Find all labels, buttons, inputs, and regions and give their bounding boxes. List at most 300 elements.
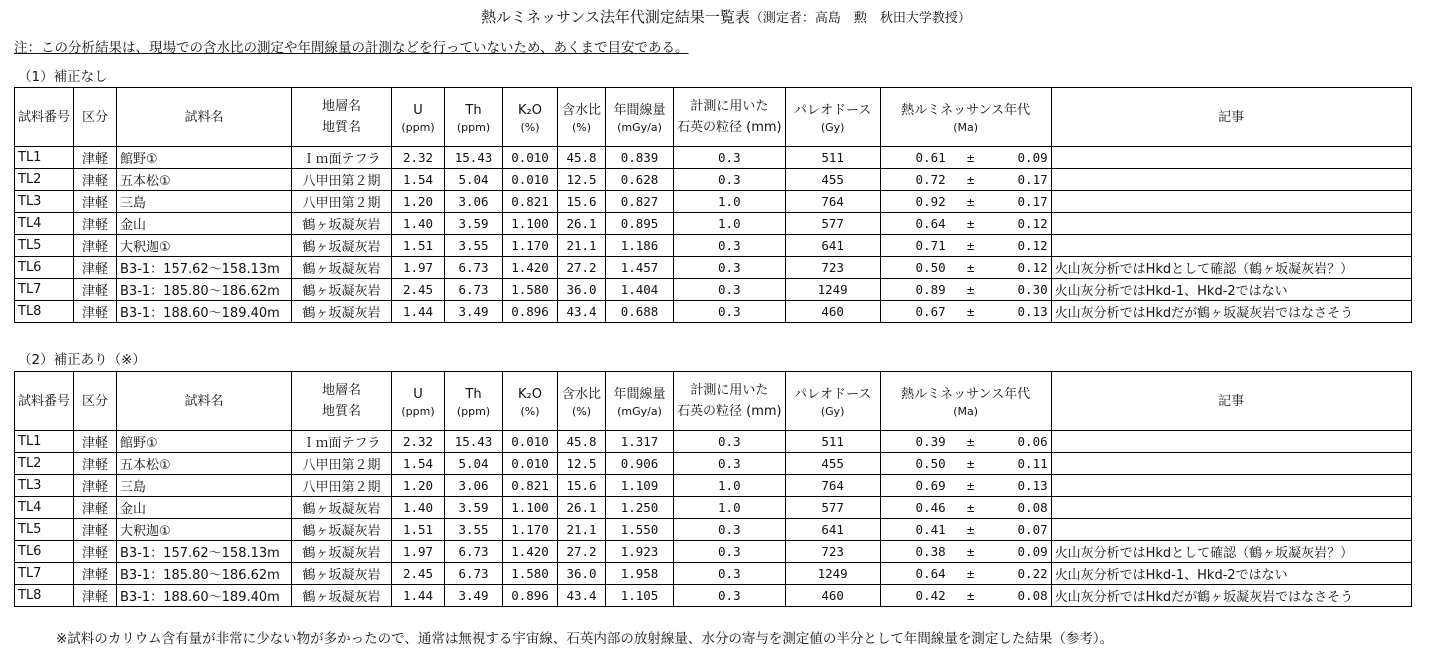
cell-u: 1.54 (392, 169, 445, 191)
header-th-sub: (ppm) (456, 120, 491, 134)
cell-sample-name: B3-1：185.80～186.62m (117, 563, 292, 585)
age-error: 0.22 (1017, 566, 1048, 581)
header-water (558, 372, 606, 431)
table-row (15, 191, 1412, 213)
cell-remarks: 火山灰分析ではHkd-1、Hkd-2ではない (1051, 279, 1411, 301)
age-error: 0.06 (1017, 434, 1048, 449)
age-value: 0.64 (915, 216, 946, 231)
cell-paleodose: 577 (785, 497, 880, 519)
cell-paleodose: 460 (785, 585, 880, 607)
header-th (445, 372, 503, 431)
cell-sample-name: 金山 (117, 497, 292, 519)
header-u (392, 88, 445, 147)
document-title (0, 6, 1452, 27)
age-value: 0.46 (915, 500, 946, 515)
cell-paleodose: 455 (785, 169, 880, 191)
table-row (15, 497, 1412, 519)
header-category-label: 区分 (82, 109, 109, 125)
plus-minus: ± (966, 304, 975, 319)
cell-annual-dose: 1.457 (606, 257, 674, 279)
cell-k2o: 0.010 (503, 453, 558, 475)
cell-grain-size: 0.3 (674, 431, 786, 453)
cell-tl-age (880, 541, 1051, 563)
cell-strata: 鶴ヶ坂凝灰岩 (292, 563, 392, 585)
header-u-sub: (ppm) (401, 404, 435, 418)
cell-category: 津軽 (74, 519, 117, 541)
age-value: 0.72 (915, 172, 946, 187)
cell-k2o: 0.010 (503, 147, 558, 169)
header-water (558, 88, 606, 147)
age-value: 0.64 (915, 566, 946, 581)
cell-tl-age (880, 301, 1051, 323)
cell-sample-no: TL5 (15, 519, 74, 541)
cell-paleodose: 577 (785, 213, 880, 235)
cell-sample-name: 金山 (117, 213, 292, 235)
age-error: 0.08 (1017, 500, 1048, 515)
header-annual-dose-sub: (mGy/a) (617, 404, 662, 418)
header-remarks (1051, 372, 1411, 431)
age-error: 0.07 (1017, 522, 1048, 537)
cell-tl-age (880, 519, 1051, 541)
cell-water: 43.4 (558, 585, 606, 607)
header-category (74, 88, 117, 147)
header-strata-sub: 地質名 (322, 120, 362, 135)
header-annual-dose (606, 88, 674, 147)
header-strata-label: 地層名 (322, 383, 362, 398)
cell-paleodose: 723 (785, 257, 880, 279)
cell-strata: 鶴ヶ坂凝灰岩 (292, 497, 392, 519)
plus-minus: ± (966, 282, 975, 297)
header-u-label: U (413, 102, 423, 118)
header-tl-age (880, 88, 1051, 147)
cell-tl-age (880, 431, 1051, 453)
cell-u: 1.51 (392, 235, 445, 257)
plus-minus: ± (966, 238, 975, 253)
cell-tl-age (880, 453, 1051, 475)
cell-category: 津軽 (74, 563, 117, 585)
cell-sample-no: TL4 (15, 213, 74, 235)
cell-sample-no: TL4 (15, 497, 74, 519)
cell-remarks: 火山灰分析ではHkdだが鶴ヶ坂凝灰岩ではなさそう (1051, 301, 1411, 323)
cell-category: 津軽 (74, 431, 117, 453)
cell-sample-no: TL3 (15, 191, 74, 213)
plus-minus: ± (966, 588, 975, 603)
analysis-note: 注：この分析結果は、現場での含水比の測定や年間線量の計測などを行っていないため、あくまで目安である。 (14, 40, 689, 56)
cell-remarks (1051, 235, 1411, 257)
cell-strata: 鶴ヶ坂凝灰岩 (292, 519, 392, 541)
cell-u: 1.20 (392, 191, 445, 213)
plus-minus: ± (966, 566, 975, 581)
cell-annual-dose: 1.317 (606, 431, 674, 453)
cell-sample-no: TL6 (15, 541, 74, 563)
age-error: 0.11 (1017, 456, 1048, 471)
cell-annual-dose: 1.550 (606, 519, 674, 541)
header-paleodose-label: パレオドース (793, 386, 872, 402)
header-sample-name (117, 88, 292, 147)
cell-remarks (1051, 519, 1411, 541)
header-annual-dose-label: 年間線量 (613, 102, 666, 118)
cell-water: 12.5 (558, 169, 606, 191)
cell-category: 津軽 (74, 257, 117, 279)
cell-water: 15.6 (558, 475, 606, 497)
cell-grain-size: 0.3 (674, 169, 786, 191)
title-main: 熱ルミネッサンス法年代測定結果一覧表 (481, 8, 750, 26)
cell-tl-age (880, 191, 1051, 213)
cell-th: 15.43 (445, 147, 503, 169)
header-remarks (1051, 88, 1411, 147)
cell-th: 6.73 (445, 257, 503, 279)
cell-sample-no: TL3 (15, 475, 74, 497)
cell-strata: 鶴ヶ坂凝灰岩 (292, 279, 392, 301)
header-grain-size (674, 88, 786, 147)
header-k2o-label: K₂O (518, 102, 542, 118)
cell-sample-name: 館野① (117, 431, 292, 453)
cell-annual-dose: 1.404 (606, 279, 674, 301)
cell-water: 21.1 (558, 235, 606, 257)
cell-remarks: 火山灰分析ではHkdとして確認（鶴ヶ坂凝灰岩？） (1051, 541, 1411, 563)
cell-grain-size: 0.3 (674, 453, 786, 475)
header-th-label: Th (465, 386, 482, 402)
plus-minus: ± (966, 544, 975, 559)
cell-sample-no: TL5 (15, 235, 74, 257)
cell-tl-age (880, 257, 1051, 279)
cell-strata: 八甲田第２期 (292, 169, 392, 191)
table-row (15, 453, 1412, 475)
cell-u: 2.32 (392, 147, 445, 169)
age-value: 0.50 (915, 456, 946, 471)
header-water-label: 含水比 (562, 386, 602, 402)
plus-minus: ± (966, 260, 975, 275)
header-strata-label: 地層名 (322, 99, 362, 114)
table-row (15, 213, 1412, 235)
cell-u: 1.44 (392, 301, 445, 323)
cell-sample-no: TL7 (15, 563, 74, 585)
cell-sample-no: TL8 (15, 301, 74, 323)
cell-paleodose: 511 (785, 147, 880, 169)
cell-category: 津軽 (74, 453, 117, 475)
cell-u: 1.40 (392, 497, 445, 519)
section2-label: （2）補正あり（※） (18, 352, 146, 368)
cell-paleodose: 455 (785, 453, 880, 475)
cell-th: 3.55 (445, 235, 503, 257)
cell-paleodose: 641 (785, 519, 880, 541)
cell-strata: 八甲田第２期 (292, 475, 392, 497)
header-remarks-label: 記事 (1218, 109, 1245, 125)
cell-category: 津軽 (74, 279, 117, 301)
cell-water: 21.1 (558, 519, 606, 541)
cell-grain-size: 1.0 (674, 191, 786, 213)
header-k2o (503, 372, 558, 431)
table-row (15, 519, 1412, 541)
age-value: 0.71 (915, 238, 946, 253)
cell-annual-dose: 1.958 (606, 563, 674, 585)
age-error: 0.13 (1017, 478, 1048, 493)
age-error: 0.30 (1017, 282, 1048, 297)
cell-k2o: 0.896 (503, 301, 558, 323)
age-error: 0.12 (1017, 216, 1048, 231)
cell-strata: 鶴ヶ坂凝灰岩 (292, 585, 392, 607)
table-row (15, 147, 1412, 169)
cell-category: 津軽 (74, 301, 117, 323)
cell-u: 2.45 (392, 563, 445, 585)
cell-sample-no: TL2 (15, 453, 74, 475)
age-value: 0.69 (915, 478, 946, 493)
cell-tl-age (880, 213, 1051, 235)
age-error: 0.12 (1017, 260, 1048, 275)
cell-category: 津軽 (74, 497, 117, 519)
plus-minus: ± (966, 522, 975, 537)
cell-th: 6.73 (445, 563, 503, 585)
cell-sample-no: TL7 (15, 279, 74, 301)
cell-k2o: 1.170 (503, 519, 558, 541)
header-water-label: 含水比 (562, 102, 602, 118)
cell-sample-no: TL8 (15, 585, 74, 607)
header-category (74, 372, 117, 431)
cell-strata: 八甲田第２期 (292, 453, 392, 475)
cell-th: 3.59 (445, 213, 503, 235)
cell-water: 12.5 (558, 453, 606, 475)
header-grain-size (674, 372, 786, 431)
header-strata (292, 88, 392, 147)
age-value: 0.61 (915, 150, 946, 165)
cell-sample-name: B3-1：157.62～158.13m (117, 257, 292, 279)
header-th-sub: (ppm) (456, 404, 491, 418)
cell-grain-size: 0.3 (674, 235, 786, 257)
cell-annual-dose: 1.105 (606, 585, 674, 607)
cell-category: 津軽 (74, 235, 117, 257)
cell-paleodose: 764 (785, 191, 880, 213)
age-error: 0.09 (1017, 544, 1048, 559)
cell-water: 27.2 (558, 257, 606, 279)
header-sample-no (15, 372, 74, 431)
cell-paleodose: 1249 (785, 279, 880, 301)
cell-tl-age (880, 475, 1051, 497)
header-tl-age-sub: (Ma) (953, 120, 979, 134)
header-k2o (503, 88, 558, 147)
header-th (445, 88, 503, 147)
age-value: 0.67 (915, 304, 946, 319)
cell-tl-age (880, 585, 1051, 607)
cell-th: 6.73 (445, 541, 503, 563)
age-error: 0.17 (1017, 194, 1048, 209)
header-u-label: U (413, 386, 423, 402)
age-value: 0.92 (915, 194, 946, 209)
header-paleodose (785, 88, 880, 147)
cell-u: 1.40 (392, 213, 445, 235)
cell-sample-no: TL2 (15, 169, 74, 191)
header-tl-age-label: 熱ルミネッサンス年代 (901, 102, 1031, 118)
age-error: 0.08 (1017, 588, 1048, 603)
cell-remarks (1051, 213, 1411, 235)
cell-strata: 鶴ヶ坂凝灰岩 (292, 213, 392, 235)
cell-u: 1.54 (392, 453, 445, 475)
plus-minus: ± (966, 150, 975, 165)
section1-label: （1）補正なし (18, 69, 108, 85)
cell-u: 2.45 (392, 279, 445, 301)
header-sample-name-label: 試料名 (184, 393, 224, 409)
cell-k2o: 0.821 (503, 191, 558, 213)
cell-grain-size: 0.3 (674, 541, 786, 563)
cell-k2o: 1.170 (503, 235, 558, 257)
cell-sample-name: 館野① (117, 147, 292, 169)
header-grain-size-label: 計測に用いた (690, 99, 769, 114)
plus-minus: ± (966, 478, 975, 493)
table-row (15, 585, 1412, 607)
cell-sample-name: 五本松① (117, 453, 292, 475)
cell-annual-dose: 1.186 (606, 235, 674, 257)
cell-paleodose: 1249 (785, 563, 880, 585)
cell-water: 43.4 (558, 301, 606, 323)
cell-sample-name: B3-1：157.62～158.13m (117, 541, 292, 563)
results-table-uncorrected (14, 87, 1412, 323)
header-tl-age (880, 372, 1051, 431)
cell-strata: 鶴ヶ坂凝灰岩 (292, 235, 392, 257)
cell-sample-name: 大釈迦① (117, 235, 292, 257)
header-annual-dose (606, 372, 674, 431)
age-error: 0.13 (1017, 304, 1048, 319)
age-error: 0.09 (1017, 150, 1048, 165)
plus-minus: ± (966, 216, 975, 231)
header-strata-sub: 地質名 (322, 404, 362, 419)
cell-k2o: 1.100 (503, 213, 558, 235)
cell-tl-age (880, 169, 1051, 191)
cell-annual-dose: 0.906 (606, 453, 674, 475)
cell-annual-dose: 1.250 (606, 497, 674, 519)
cell-tl-age (880, 235, 1051, 257)
cell-category: 津軽 (74, 169, 117, 191)
cell-sample-no: TL6 (15, 257, 74, 279)
cell-strata: 鶴ヶ坂凝灰岩 (292, 301, 392, 323)
cell-remarks (1051, 147, 1411, 169)
title-sub: （測定者：高島 勲 秋田大学教授） (749, 11, 971, 26)
table-row (15, 475, 1412, 497)
age-value: 0.50 (915, 260, 946, 275)
header-grain-size-sub: 石英の粒径 (mm) (677, 404, 782, 419)
cell-remarks: 火山灰分析ではHkdだが鶴ヶ坂凝灰岩ではなさそう (1051, 585, 1411, 607)
plus-minus: ± (966, 172, 975, 187)
plus-minus: ± (966, 194, 975, 209)
cell-water: 27.2 (558, 541, 606, 563)
cell-annual-dose: 0.628 (606, 169, 674, 191)
header-annual-dose-sub: (mGy/a) (617, 120, 662, 134)
cell-annual-dose: 0.827 (606, 191, 674, 213)
cell-annual-dose: 1.109 (606, 475, 674, 497)
cell-th: 3.06 (445, 191, 503, 213)
cell-u: 1.44 (392, 585, 445, 607)
table-row (15, 169, 1412, 191)
header-paleodose-label: パレオドース (793, 102, 872, 118)
cell-remarks: 火山灰分析ではHkdとして確認（鶴ヶ坂凝灰岩？） (1051, 257, 1411, 279)
header-strata (292, 372, 392, 431)
cell-k2o: 0.010 (503, 169, 558, 191)
cell-water: 45.8 (558, 147, 606, 169)
cell-category: 津軽 (74, 475, 117, 497)
header-remarks-label: 記事 (1218, 393, 1245, 409)
header-sample-no-label: 試料番号 (18, 393, 71, 409)
cell-category: 津軽 (74, 213, 117, 235)
header-paleodose-sub: (Gy) (820, 120, 845, 134)
header-tl-age-sub: (Ma) (953, 404, 979, 418)
header-k2o-label: K₂O (518, 386, 542, 402)
cell-remarks (1051, 453, 1411, 475)
cell-grain-size: 0.3 (674, 563, 786, 585)
cell-category: 津軽 (74, 541, 117, 563)
header-sample-name-label: 試料名 (184, 109, 224, 125)
cell-strata: Ｉｍ面テフラ (292, 431, 392, 453)
cell-grain-size: 1.0 (674, 213, 786, 235)
cell-category: 津軽 (74, 191, 117, 213)
cell-th: 3.06 (445, 475, 503, 497)
cell-strata: Ｉｍ面テフラ (292, 147, 392, 169)
cell-th: 3.59 (445, 497, 503, 519)
cell-water: 26.1 (558, 497, 606, 519)
header-grain-size-label: 計測に用いた (690, 383, 769, 398)
cell-grain-size: 0.3 (674, 585, 786, 607)
cell-sample-name: B3-1：188.60～189.40m (117, 585, 292, 607)
cell-tl-age (880, 147, 1051, 169)
cell-water: 26.1 (558, 213, 606, 235)
cell-th: 3.49 (445, 301, 503, 323)
header-paleodose (785, 372, 880, 431)
cell-k2o: 0.896 (503, 585, 558, 607)
cell-strata: 八甲田第２期 (292, 191, 392, 213)
header-annual-dose-label: 年間線量 (613, 386, 666, 402)
cell-paleodose: 723 (785, 541, 880, 563)
age-value: 0.41 (915, 522, 946, 537)
cell-th: 6.73 (445, 279, 503, 301)
cell-annual-dose: 0.895 (606, 213, 674, 235)
cell-k2o: 0.010 (503, 431, 558, 453)
cell-annual-dose: 0.839 (606, 147, 674, 169)
header-tl-age-label: 熱ルミネッサンス年代 (901, 386, 1031, 402)
cell-remarks (1051, 169, 1411, 191)
cell-paleodose: 641 (785, 235, 880, 257)
header-water-sub: (%) (571, 120, 592, 134)
table-row (15, 431, 1412, 453)
footnote: ※試料のカリウム含有量が非常に少ない物が多かったので、通常は無視する宇宙線、石英内部の放射線量、水分の寄与を測定値の半分として年間線量を測定した結果（参考）。 (56, 631, 1114, 647)
cell-k2o: 1.420 (503, 257, 558, 279)
header-paleodose-sub: (Gy) (820, 404, 845, 418)
cell-grain-size: 0.3 (674, 279, 786, 301)
cell-tl-age (880, 563, 1051, 585)
header-row (15, 372, 1412, 431)
cell-th: 15.43 (445, 431, 503, 453)
cell-strata: 鶴ヶ坂凝灰岩 (292, 541, 392, 563)
table-row (15, 301, 1412, 323)
cell-grain-size: 0.3 (674, 147, 786, 169)
age-value: 0.39 (915, 434, 946, 449)
cell-u: 2.32 (392, 431, 445, 453)
cell-remarks (1051, 497, 1411, 519)
cell-sample-name: B3-1：185.80～186.62m (117, 279, 292, 301)
cell-sample-no: TL1 (15, 147, 74, 169)
plus-minus: ± (966, 500, 975, 515)
cell-th: 5.04 (445, 453, 503, 475)
table-row (15, 235, 1412, 257)
cell-strata: 鶴ヶ坂凝灰岩 (292, 257, 392, 279)
cell-u: 1.97 (392, 257, 445, 279)
header-water-sub: (%) (571, 404, 592, 418)
cell-sample-name: B3-1：188.60～189.40m (117, 301, 292, 323)
table-row (15, 257, 1412, 279)
age-error: 0.12 (1017, 238, 1048, 253)
cell-grain-size: 0.3 (674, 257, 786, 279)
cell-remarks (1051, 475, 1411, 497)
cell-paleodose: 460 (785, 301, 880, 323)
cell-tl-age (880, 279, 1051, 301)
cell-u: 1.51 (392, 519, 445, 541)
table-row (15, 541, 1412, 563)
